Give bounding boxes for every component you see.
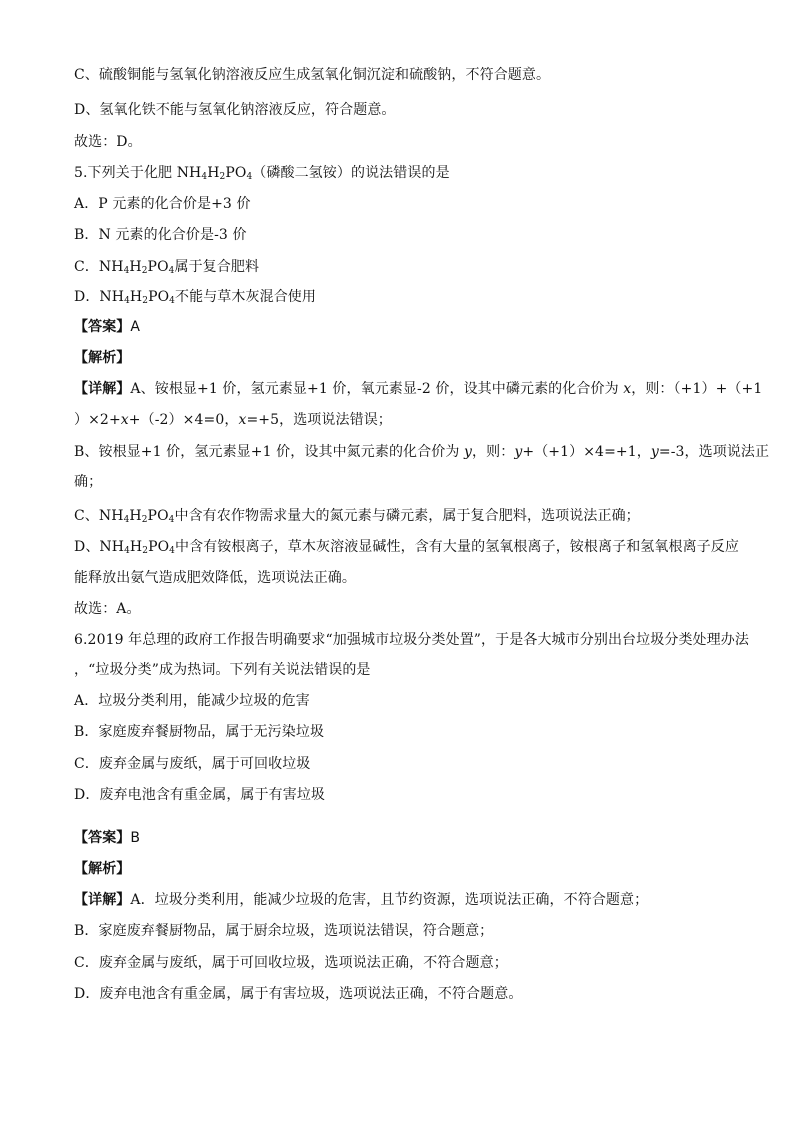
q5-analysis-heading bbox=[74, 349, 130, 367]
formula-part: H bbox=[129, 289, 143, 305]
formula-sub: 4 bbox=[168, 515, 175, 525]
q6-answer bbox=[74, 829, 140, 847]
variable-y: y bbox=[464, 444, 473, 460]
explanation-text: C、NH bbox=[74, 508, 124, 524]
explanation-text: B、铵根显+1 价，氢元素显+1 价，设其中氮元素的化合价为 bbox=[74, 444, 465, 460]
formula-sub: 2 bbox=[141, 266, 148, 276]
formula-sub: 4 bbox=[124, 296, 130, 306]
explanation-text: D、NH bbox=[74, 539, 125, 555]
q5-explanation-a-line1 bbox=[74, 380, 762, 398]
option-suffix: 不能与草木灰混合使用 bbox=[175, 289, 316, 305]
formula-sub: 4 bbox=[124, 546, 130, 556]
explanation-text: =-3，选项说法正 bbox=[658, 444, 770, 460]
formula-sub: 4 bbox=[169, 296, 175, 306]
formula-part: PO bbox=[148, 539, 170, 555]
formula-sub: 2 bbox=[219, 172, 226, 182]
answer-value: A bbox=[130, 319, 141, 335]
formula-sub: 4 bbox=[169, 546, 175, 556]
variable-x: x bbox=[238, 412, 247, 428]
option-suffix: 属于复合肥料 bbox=[174, 259, 260, 275]
q6-explanation-b: B．家庭废弃餐厨物品，属于厨余垃圾，选项说法错误，符合题意； bbox=[74, 923, 494, 939]
q5-explanation-d-line1 bbox=[74, 538, 739, 556]
variable-x: x bbox=[623, 381, 632, 397]
q4-choice: 故选：D。 bbox=[74, 134, 142, 150]
q5-option-d bbox=[74, 288, 316, 306]
explanation-text: ，则：（+1）+（+1 bbox=[631, 381, 763, 397]
q6-option-b: B．家庭废弃餐厨物品，属于无污染垃圾 bbox=[74, 724, 325, 740]
explanation-text: A、铵根显+1 价，氢元素显+1 价，氧元素显-2 价，设其中磷元素的化合价为 bbox=[130, 381, 624, 397]
formula-sub: 2 bbox=[141, 515, 148, 525]
q5-stem-prefix: 5.下列关于化肥 NH bbox=[74, 165, 202, 181]
q5-option-c bbox=[74, 258, 259, 276]
q6-explanation-a bbox=[74, 891, 648, 909]
q6-option-a: A．垃圾分类利用，能减少垃圾的危害 bbox=[74, 693, 310, 709]
answer-tag: 【答案】 bbox=[74, 319, 131, 335]
formula-sub: 4 bbox=[246, 172, 253, 182]
explanation-text: +（+1）×4=+1， bbox=[522, 444, 651, 460]
formula-sub: 4 bbox=[168, 266, 175, 276]
formula-sub: 2 bbox=[142, 296, 149, 306]
q6-option-c: C．废弃金属与废纸，属于可回收垃圾 bbox=[74, 756, 311, 772]
variable-x: x bbox=[120, 412, 129, 428]
formula-part: H bbox=[129, 539, 143, 555]
formula-part: H bbox=[207, 165, 220, 181]
formula-part: PO bbox=[147, 508, 169, 524]
q4-option-d-explanation: D、氢氧化铁不能与氢氧化钠溶液反应，符合题意。 bbox=[74, 102, 396, 118]
q5-stem-suffix: （磷酸二氢铵）的说法错误的是 bbox=[252, 165, 450, 181]
q5-explanation-b-line2: 确； bbox=[74, 474, 103, 490]
q5-stem bbox=[74, 164, 450, 182]
q5-explanation-a-line2 bbox=[74, 411, 392, 429]
q6-explanation-c: C．废弃金属与废纸，属于可回收垃圾，选项说法正确，不符合题意； bbox=[74, 955, 508, 971]
formula-part: PO bbox=[148, 289, 170, 305]
explanation-text: ，则： bbox=[472, 444, 515, 460]
q6-option-d: D．废弃电池含有重金属，属于有害垃圾 bbox=[74, 787, 326, 803]
q5-explanation-c bbox=[74, 507, 640, 525]
analysis-tag: 【解析】 bbox=[74, 861, 131, 877]
explanation-text: =+5，选项说法错误； bbox=[246, 412, 392, 428]
explanation-text: +（-2）×4=0， bbox=[128, 412, 239, 428]
detail-tag: 【详解】 bbox=[74, 381, 131, 397]
formula-part: H bbox=[129, 508, 142, 524]
q5-answer bbox=[74, 318, 140, 336]
answer-tag: 【答案】 bbox=[74, 830, 131, 846]
option-prefix: C．NH bbox=[74, 259, 124, 275]
variable-y: y bbox=[514, 444, 523, 460]
analysis-tag: 【解析】 bbox=[74, 350, 131, 366]
formula-sub: 4 bbox=[201, 172, 208, 182]
q5-option-a: A．P 元素的化合价是+3 价 bbox=[74, 196, 251, 212]
option-prefix: D．NH bbox=[74, 289, 125, 305]
explanation-text: A．垃圾分类利用，能减少垃圾的危害，且节约资源，选项说法正确，不符合题意； bbox=[130, 892, 649, 908]
formula-part: PO bbox=[225, 165, 247, 181]
answer-value: B bbox=[130, 830, 141, 846]
explanation-text: 中含有铵根离子，草木灰溶液显碱性，含有大量的氢氧根离子，铵根离子和氢氧根离子反应 bbox=[175, 539, 739, 555]
formula-part: H bbox=[129, 259, 142, 275]
formula-sub: 4 bbox=[123, 266, 130, 276]
variable-y: y bbox=[650, 444, 659, 460]
explanation-text: 中含有农作物需求量大的氮元素与磷元素，属于复合肥料，选项说法正确； bbox=[174, 508, 640, 524]
formula-part: PO bbox=[147, 259, 169, 275]
q5-explanation-b-line1 bbox=[74, 443, 769, 461]
q5-choice: 故选：A。 bbox=[74, 601, 141, 617]
q6-explanation-d: D．废弃电池含有重金属，属于有害垃圾，选项说法正确，不符合题意。 bbox=[74, 986, 523, 1002]
q6-stem-line1: 6.2019 年总理的政府工作报告明确要求“加强城市垃圾分类处置”，于是各大城市分别出台垃圾分类处理办法 bbox=[74, 632, 749, 648]
formula-sub: 4 bbox=[123, 515, 130, 525]
formula-sub: 2 bbox=[142, 546, 149, 556]
explanation-text: ）×2+ bbox=[74, 412, 121, 428]
q6-stem-line2: ，“垃圾分类”成为热词。下列有关说法错误的是 bbox=[74, 662, 371, 678]
q6-analysis-heading bbox=[74, 860, 130, 878]
detail-tag: 【详解】 bbox=[74, 892, 131, 908]
q5-option-b: B．N 元素的化合价是-3 价 bbox=[74, 227, 247, 243]
q5-explanation-d-line2: 能释放出氨气造成肥效降低，选项说法正确。 bbox=[74, 570, 356, 586]
q4-option-c-explanation: C、硫酸铜能与氢氧化钠溶液反应生成氢氧化铜沉淀和硫酸钠，不符合题意。 bbox=[74, 67, 551, 83]
